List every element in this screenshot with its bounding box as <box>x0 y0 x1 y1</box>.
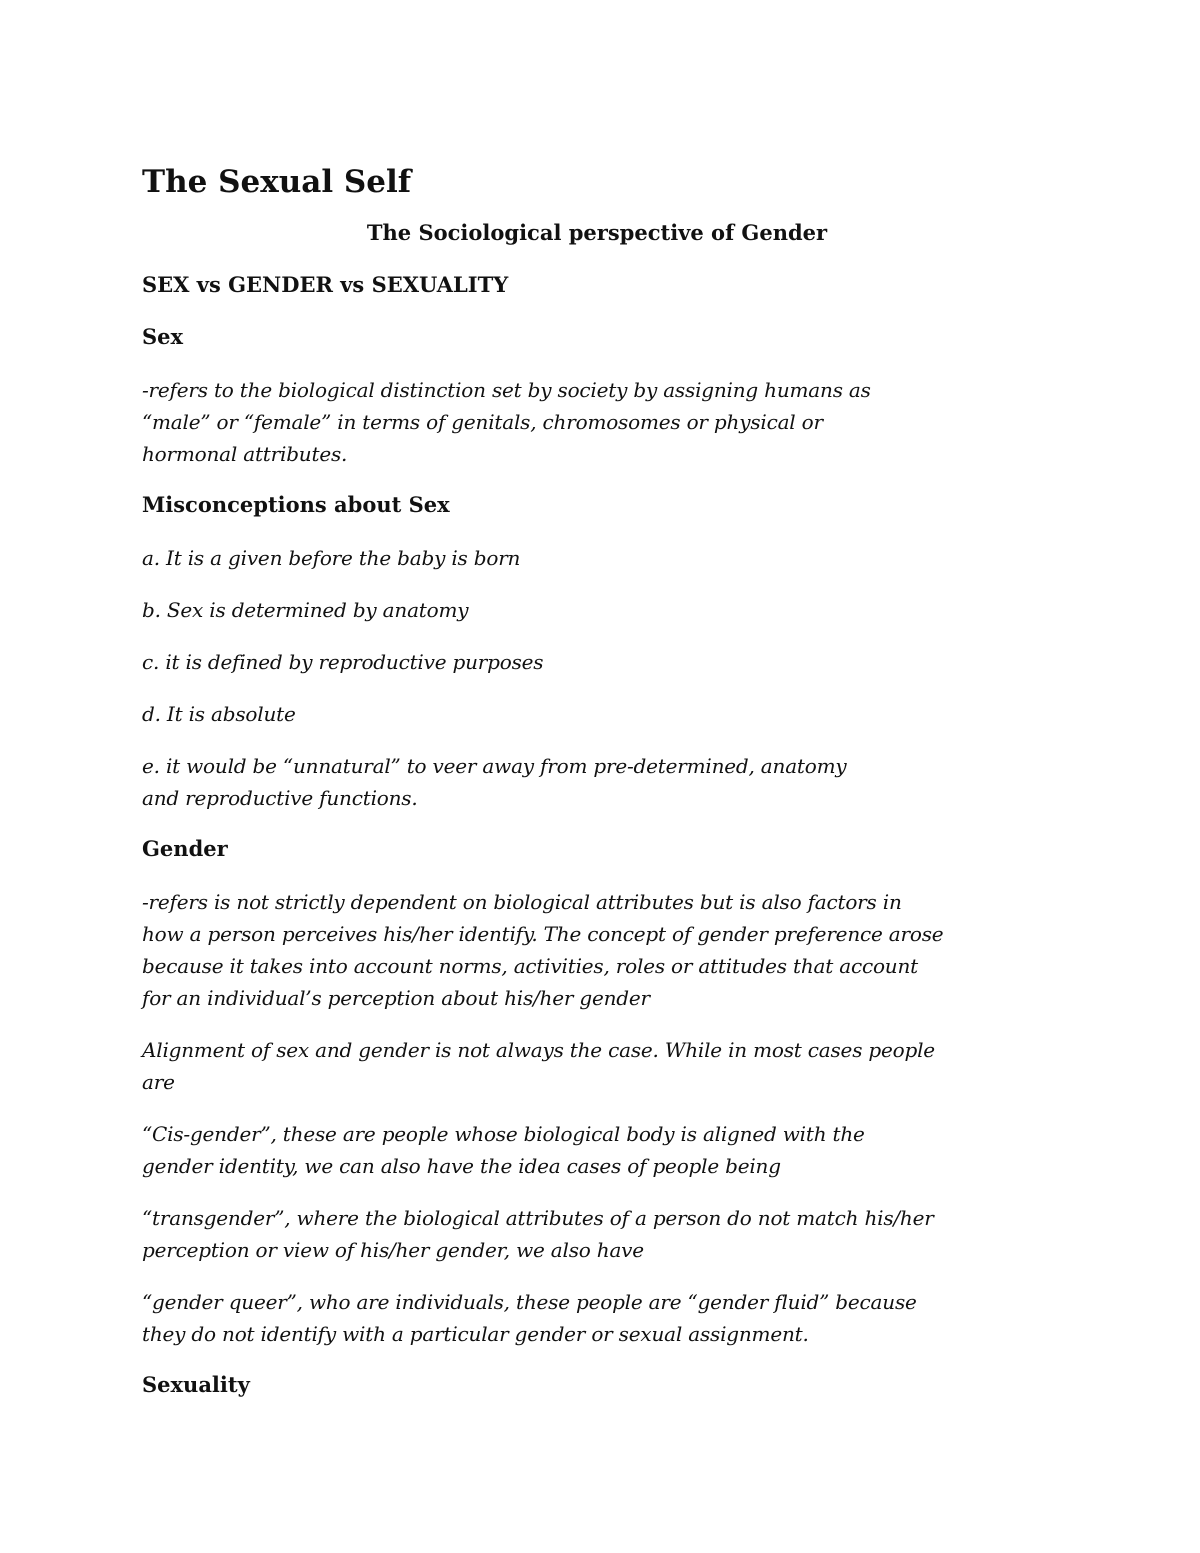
gender-paragraph: “gender queer”, who are individuals, these people are “gender fluid” because they do not identify with a particular gender or sexual assignment. <box>142 1290 917 1346</box>
gender-paragraph: “Cis-gender”, these are people whose biological body is aligned with the gender identity, we can also have the idea cases of people being <box>142 1122 865 1178</box>
misconception-item: c. it is defined by reproductive purposes <box>142 650 544 674</box>
misconception-item: a. It is a given before the baby is born <box>142 546 521 570</box>
document-content <box>142 160 1052 1422</box>
section-heading: SEX vs GENDER vs SEXUALITY <box>142 272 509 297</box>
misconceptions-heading: Misconceptions about Sex <box>142 492 450 517</box>
sex-definition: -refers to the biological distinction set by society by assigning humans as “male” or “female” in terms of genitals, chromosomes or physical or hormonal attributes. <box>142 378 871 466</box>
misconception-item: d. It is absolute <box>142 702 296 726</box>
gender-paragraph: “transgender”, where the biological attributes of a person do not match his/her perception or view of his/her gender, we also have <box>142 1206 934 1262</box>
gender-paragraph: -refers is not strictly dependent on biological attributes but is also factors in how a person perceives his/her identify. The concept of gender preference arose because it takes into account norms, activities, roles or attitudes that account for an individual’s perception about his/her gender <box>142 890 944 1010</box>
sex-heading: Sex <box>142 324 184 349</box>
document-title: The Sexual Self <box>142 164 412 200</box>
gender-heading: Gender <box>142 836 228 861</box>
document-subtitle: The Sociological perspective of Gender <box>366 220 828 245</box>
sexuality-heading: Sexuality <box>142 1372 250 1397</box>
misconception-item: b. Sex is determined by anatomy <box>142 598 469 622</box>
gender-paragraph: Alignment of sex and gender is not always the case. While in most cases people are <box>142 1038 935 1094</box>
misconception-item: e. it would be “unnatural” to veer away from pre-determined, anatomy and reproductive functions. <box>142 754 847 810</box>
